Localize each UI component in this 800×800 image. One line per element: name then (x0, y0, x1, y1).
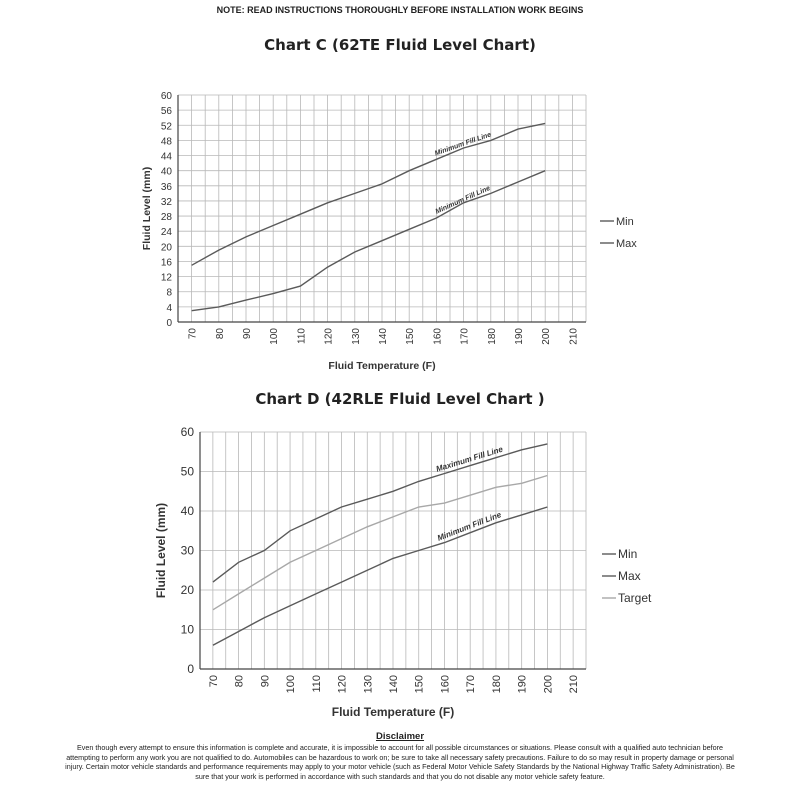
disclaimer-title: Disclaimer (375, 731, 425, 742)
x-tick-label: 130 (362, 675, 375, 694)
x-tick-label: 160 (432, 328, 444, 345)
x-tick-label: 110 (296, 328, 308, 344)
y-tick-label: 12 (160, 272, 172, 284)
y-tick-label: 60 (160, 91, 172, 102)
y-tick-label: 24 (160, 227, 172, 239)
x-tick-label: 140 (378, 328, 389, 345)
y-tick-label: 52 (160, 121, 172, 133)
disclaimer-text: Even though every attempt to ensure this information is complete and accurate, it is impossible to account for all possible circumstances or situations. Please consult with a qualified auto technician before attempting to perform any work you are not qualified to do. Automobiles can be hazardous to work on; be sure to take all necessary safety precautions. Failure to do so may result in property damage or personal injury. Certain motor vehicle standards and performance requirements may apply to your motor vehicle (such as Federal Motor Vehicle Safety Standards by the National Highway Traffic Safety Administration). Be sure that your work is performed in accordance with such standards and that you do not disable any motor vehicle safety feature. (65, 743, 735, 781)
x-tick-label: 210 (568, 675, 581, 694)
legend-label: Min (616, 216, 634, 228)
x-axis-label: Fluid Temperature (F) (331, 705, 455, 719)
x-tick-label: 150 (405, 328, 417, 345)
x-tick-label: 190 (514, 328, 525, 345)
y-tick-label: 8 (166, 287, 172, 299)
y-tick-label: 40 (160, 166, 172, 178)
x-tick-label: 70 (187, 328, 199, 340)
x-tick-label: 120 (336, 675, 349, 694)
x-tick-label: 170 (465, 675, 478, 694)
x-tick-label: 170 (459, 328, 471, 345)
y-tick-label: 16 (160, 257, 172, 269)
y-tick-label: 4 (166, 302, 172, 314)
x-tick-label: 90 (242, 328, 253, 340)
y-tick-label: 10 (180, 622, 194, 637)
y-tick-label: 20 (160, 242, 172, 254)
x-tick-label: 100 (269, 328, 281, 345)
y-tick-label: 30 (180, 543, 194, 558)
x-tick-label: 160 (439, 675, 452, 694)
y-tick-label: 44 (160, 151, 172, 163)
y-tick-label: 0 (187, 662, 194, 676)
y-tick-label: 0 (166, 318, 172, 329)
y-axis-label: Fluid Level (mm) (154, 502, 168, 599)
y-tick-label: 28 (160, 212, 172, 224)
x-tick-label: 180 (490, 675, 503, 694)
x-tick-label: 140 (388, 675, 400, 694)
y-tick-label: 60 (180, 425, 194, 439)
annotation-max: Minimum Fill Line (434, 131, 493, 158)
legend-label: Min (618, 547, 638, 561)
x-tick-label: 70 (207, 675, 220, 688)
chart-d-title: Chart D (42RLE Fluid Level Chart ) (255, 390, 545, 408)
y-tick-label: 20 (180, 583, 194, 597)
chart-c (0, 80, 800, 380)
legend-label: Target (618, 591, 652, 605)
x-tick-label: 210 (568, 328, 580, 345)
annotation-min: Minimum Fill Line (436, 510, 503, 543)
x-tick-label: 100 (285, 675, 298, 694)
chart-d (0, 420, 800, 725)
x-tick-label: 200 (541, 328, 553, 345)
chart-c-title: Chart C (62TE Fluid Level Chart) (264, 36, 536, 54)
x-tick-label: 110 (310, 675, 323, 693)
x-tick-label: 130 (350, 328, 362, 345)
x-tick-label: 120 (323, 328, 335, 345)
x-tick-label: 90 (259, 675, 272, 688)
y-tick-label: 32 (160, 196, 172, 208)
y-axis-label: Fluid Level (mm) (141, 166, 153, 251)
annotation-min: Minimum Fill Line (434, 184, 492, 216)
y-tick-label: 50 (180, 464, 194, 479)
annotation-max: Maximum Fill Line (435, 444, 504, 474)
x-tick-label: 190 (516, 675, 529, 694)
legend-label: Max (618, 569, 641, 583)
y-tick-label: 48 (160, 136, 172, 148)
x-axis-label: Fluid Temperature (F) (328, 360, 436, 372)
y-tick-label: 40 (180, 504, 194, 518)
x-tick-label: 180 (486, 328, 498, 345)
y-tick-label: 56 (160, 106, 172, 118)
legend-label: Max (616, 238, 637, 250)
note-banner: NOTE: READ INSTRUCTIONS THOROUGHLY BEFORE INSTALLATION WORK BEGINS (216, 5, 584, 15)
y-tick-label: 36 (160, 181, 172, 193)
x-tick-label: 150 (413, 675, 426, 694)
x-tick-label: 200 (542, 675, 555, 694)
x-tick-label: 80 (214, 328, 226, 340)
x-tick-label: 80 (233, 675, 246, 688)
